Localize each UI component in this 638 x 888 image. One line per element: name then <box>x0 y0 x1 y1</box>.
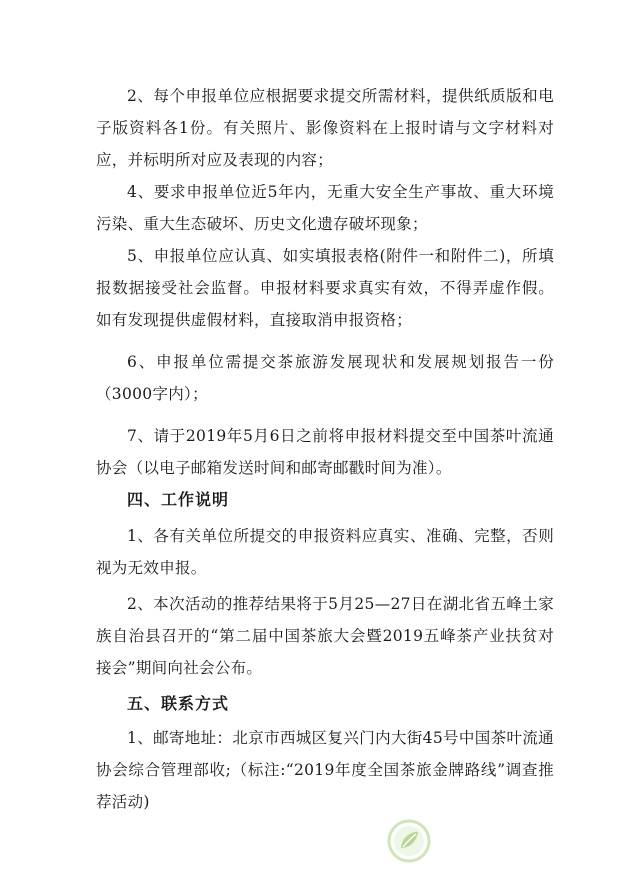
leaf-logo-icon <box>386 818 432 864</box>
paragraph-item-4: 4、要求申报单位近5年内，无重大安全生产事故、重大环境污染、重大生态破坏、历史文化遗存破坏现象； <box>96 183 554 233</box>
section-heading-work-notes: 四、工作说明 <box>127 490 230 509</box>
paragraph-work-note-2: 2、本次活动的推荐结果将于5月25—27日在湖北省五峰土家族自治县召开的“第二届中国茶旅大会暨2019五峰茶产业扶贫对接会”期间向社会公布。 <box>96 595 554 677</box>
paragraph-item-7: 7、请于2019年5月6日之前将申报材料提交至中国茶叶流通协会（以电子邮箱发送时间和邮寄邮戳时间为准）。 <box>96 427 554 477</box>
paragraph-item-2: 2、每个申报单位应根据要求提交所需材料，提供纸质版和电子版资料各1份。有关照片、影像资料在上报时请与文字材料对应，并标明所对应及表现的内容； <box>96 87 554 169</box>
section-heading-contact: 五、联系方式 <box>127 694 230 713</box>
paragraph-item-6: 6、申报单位需提交茶旅游发展现状和发展规划报告一份（3000字内）； <box>96 353 554 403</box>
paragraph-contact-1: 1、邮寄地址：北京市西城区复兴门内大街45号中国茶叶流通协会综合管理部收;（标注:“2019年度全国茶旅金牌路线”调查推荐活动) <box>96 729 554 811</box>
paragraph-work-note-1: 1、各有关单位所提交的申报资料应真实、准确、完整，否则视为无效申报。 <box>96 527 554 577</box>
paragraph-item-5: 5、申报单位应认真、如实填报表格(附件一和附件二)，所填报数据接受社会监督。申报材料要求真实有效，不得弄虚作假。如有发现提供虚假材料，直接取消申报资格； <box>96 247 554 329</box>
